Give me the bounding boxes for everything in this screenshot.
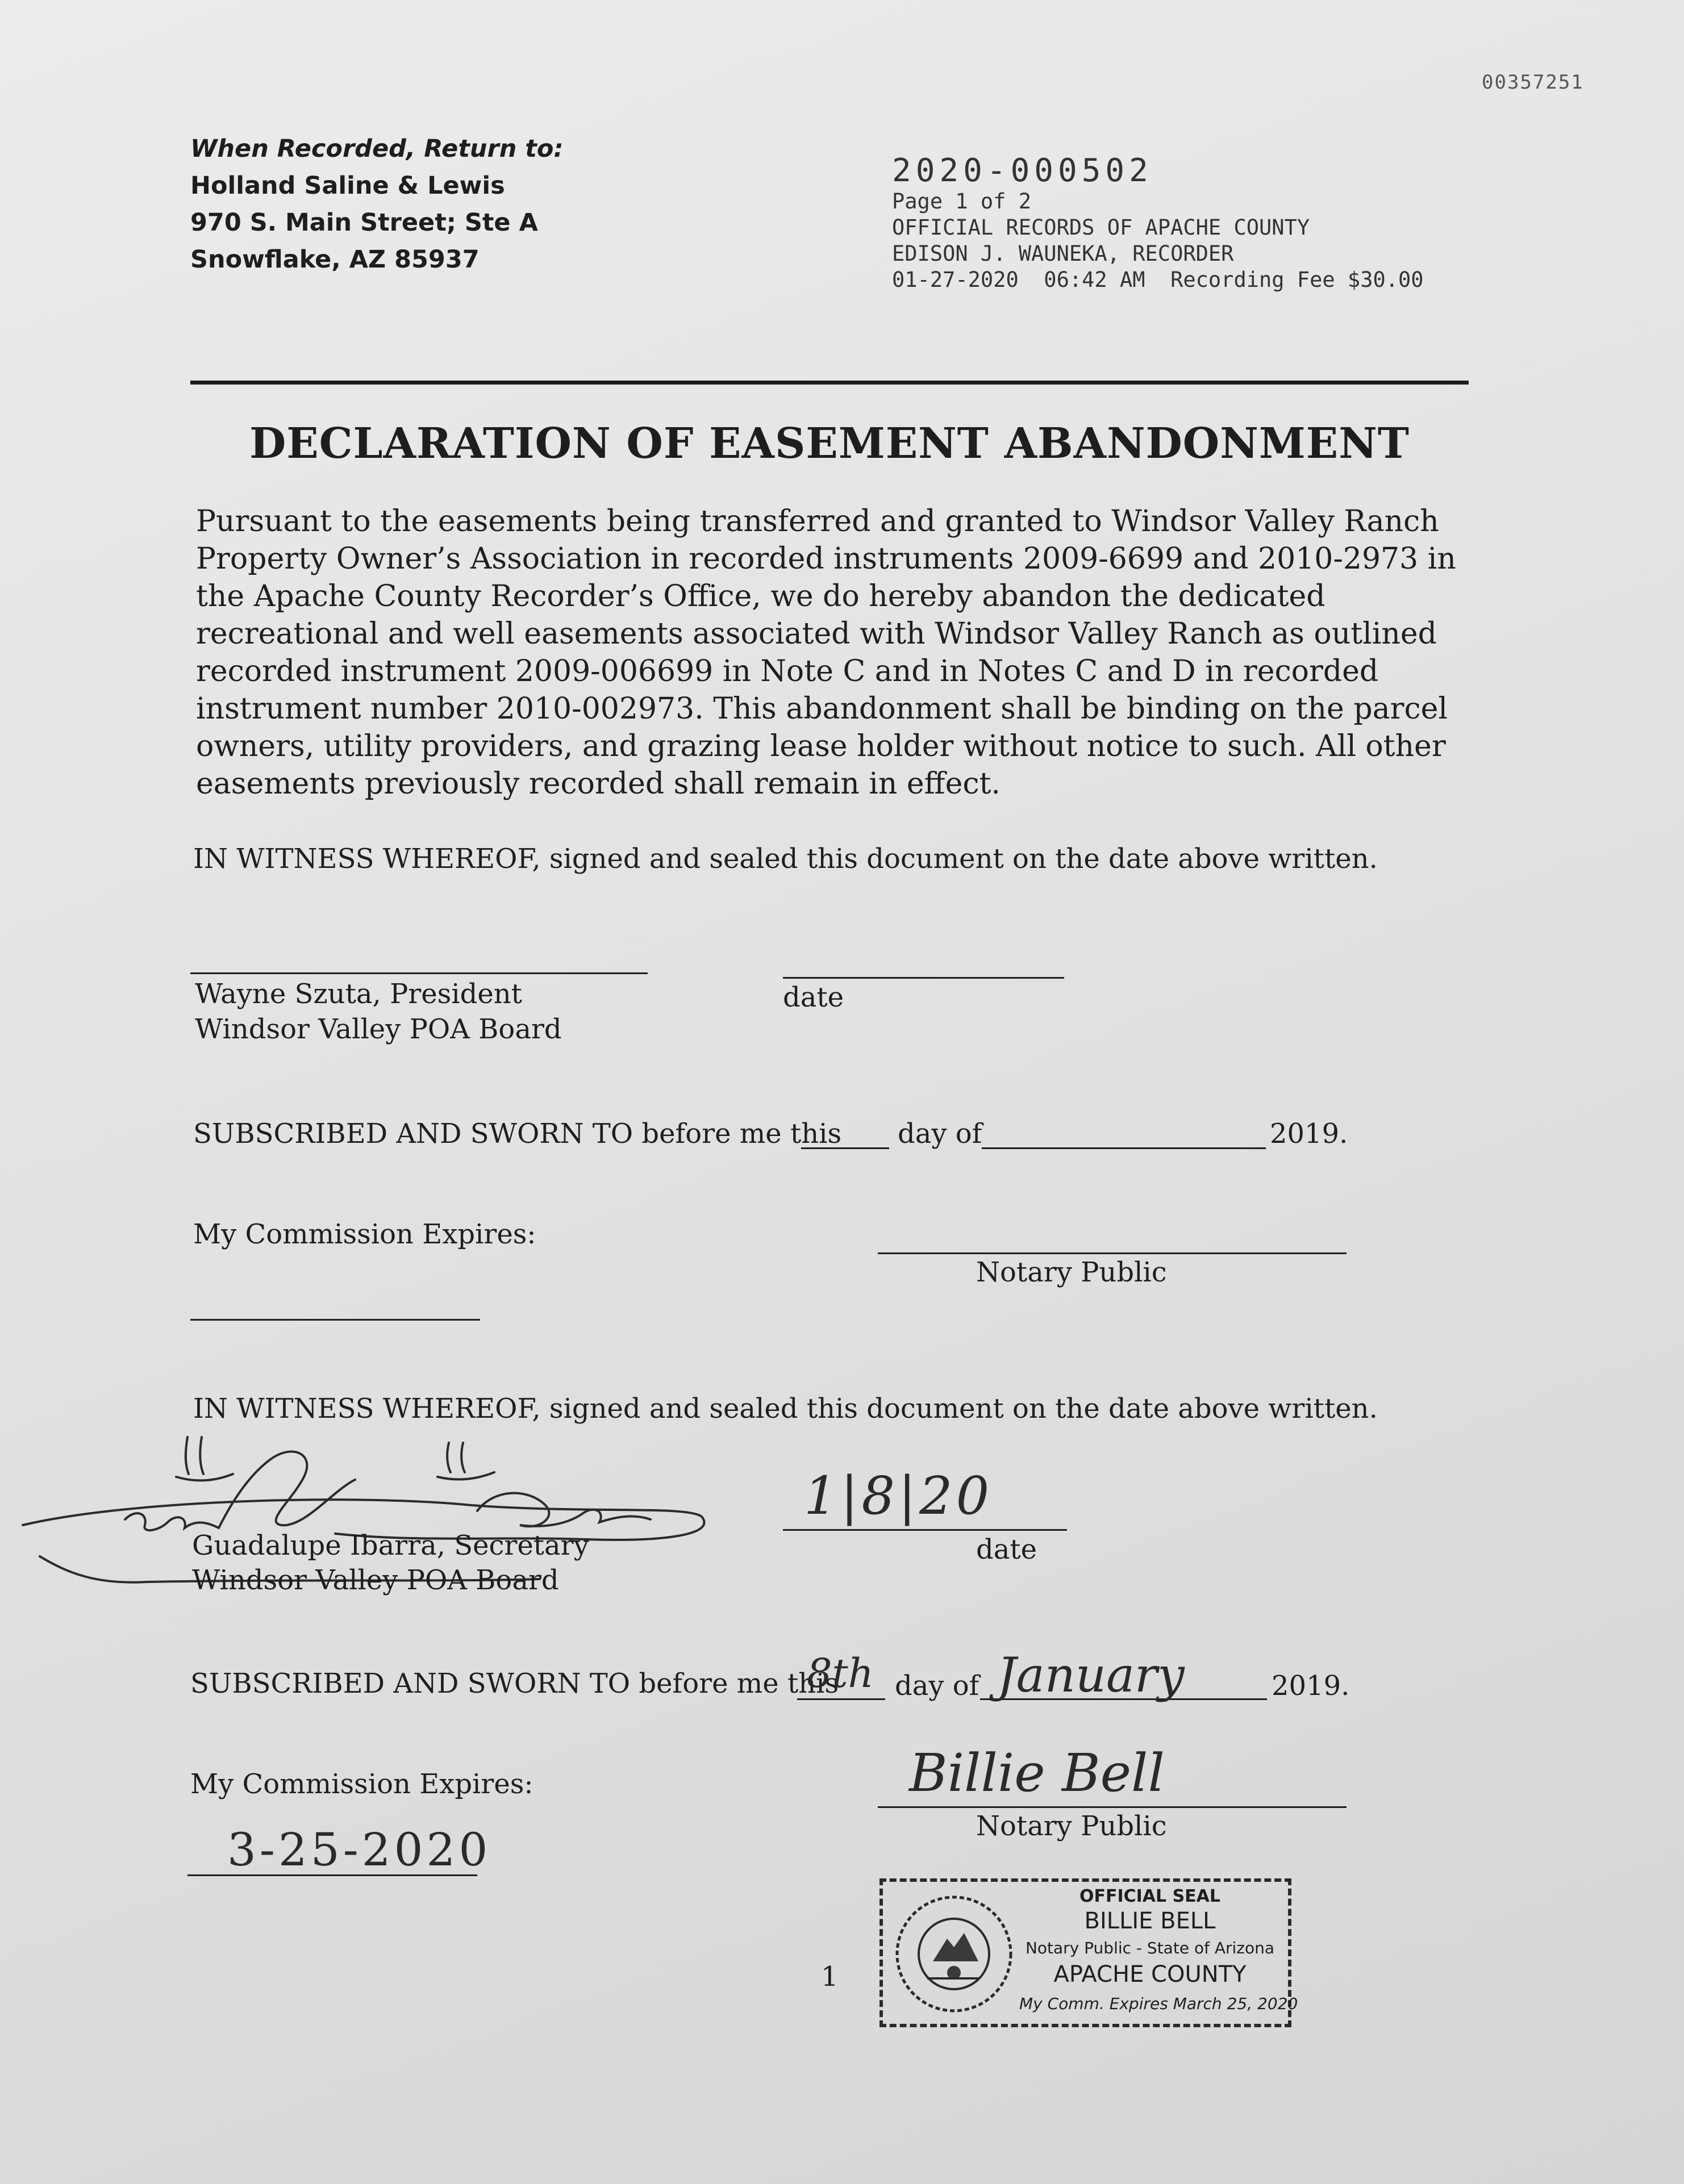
sworn-prefix-2: SUBSCRIBED AND SWORN TO before me this [190, 1668, 839, 1699]
return-address-block [190, 131, 564, 278]
secretary-name: Guadalupe Ibarra, Secretary [192, 1530, 589, 1561]
president-org: Windsor Valley POA Board [195, 1013, 562, 1045]
commission-date-line-1[interactable] [190, 1319, 480, 1321]
sworn-prefix-1: SUBSCRIBED AND SWORN TO before me this [193, 1118, 842, 1150]
return-to-label: When Recorded, Return to: [190, 135, 564, 163]
recording-number: 2020-000502 [892, 152, 1153, 189]
recording-office: OFFICIAL RECORDS OF APACHE COUNTY [892, 215, 1310, 240]
date-label-2: date [976, 1534, 1037, 1565]
sworn-day-of-1: day of [898, 1118, 982, 1150]
date-label-1: date [783, 982, 844, 1013]
notary-seal [879, 1878, 1298, 2027]
seal-name: BILLIE BELL [1084, 1908, 1216, 1934]
secretary-org: Windsor Valley POA Board [192, 1564, 559, 1596]
page-number: 1 [821, 1961, 839, 1993]
sworn-day-2: 8th [807, 1650, 874, 1697]
document-number: 00357251 [1482, 71, 1584, 94]
arizona-state-seal-icon [893, 1893, 1015, 2015]
sworn-month-line-1[interactable] [982, 1147, 1266, 1149]
document-title: DECLARATION OF EASEMENT ABANDONMENT [249, 419, 1410, 468]
seal-notary-line: Notary Public - State of Arizona [1025, 1939, 1275, 1957]
notary-signature-line-1[interactable] [878, 1252, 1347, 1254]
notary-label-1: Notary Public [976, 1256, 1167, 1288]
return-to-name: Holland Saline & Lewis [190, 172, 505, 200]
declaration-body: Pursuant to the easements being transferred and granted to Windsor Valley Ranch Property Owner’s Association in recorded instruments 2009-6699 and 2010-2973 in the Apache County Recorder’s Office, we do hereby abandon the dedicated recreational and well easements associated with Windsor Valley Ranch as outlined recorded instrument 2009-006699 in Note C and in Notes C and D in recorded instrument number 2010-002973. This abandonment shall be binding on the parcel owners, utility providers, and grazing lease holder without notice to such. All other easements previously recorded shall remain in effect. [196, 504, 1456, 801]
recording-stamp [892, 153, 1424, 293]
recording-page: Page 1 of 2 [892, 189, 1032, 214]
president-name: Wayne Szuta, President [195, 978, 522, 1010]
header-divider [190, 381, 1469, 385]
date-line-secretary[interactable] [783, 1529, 1067, 1531]
notary-signature-2: Billie Bell [909, 1743, 1165, 1803]
commission-label-2: My Commission Expires: [190, 1768, 533, 1800]
seal-county: APACHE COUNTY [1053, 1961, 1247, 1987]
sworn-year-2: 2019. [1272, 1670, 1350, 1702]
sworn-day-line-1[interactable] [801, 1147, 889, 1149]
return-to-city: Snowflake, AZ 85937 [190, 245, 480, 274]
sworn-day-line-2[interactable] [797, 1698, 885, 1700]
sworn-day-of-2: day of [895, 1670, 979, 1702]
seal-heading: OFFICIAL SEAL [1079, 1886, 1221, 1906]
sworn-month-2: January [997, 1647, 1185, 1703]
secretary-signed-date: 1|8|20 [804, 1465, 993, 1526]
witness-statement-2: IN WITNESS WHEREOF, signed and sealed this document on the date above written. [193, 1393, 1378, 1425]
signature-line-president[interactable] [190, 972, 648, 974]
sworn-year-1: 2019. [1270, 1118, 1348, 1150]
commission-label-1: My Commission Expires: [193, 1218, 536, 1250]
witness-statement-1: IN WITNESS WHEREOF, signed and sealed this document on the date above written. [193, 843, 1378, 875]
date-line-president[interactable] [783, 977, 1064, 979]
notary-label-2: Notary Public [976, 1810, 1167, 1842]
recording-date-fee: 01-27-2020 06:42 AM Recording Fee $30.00 [892, 268, 1424, 292]
seal-expires: My Comm. Expires March 25, 2020 [1019, 1994, 1298, 2013]
commission-date-2: 3-25-2020 [227, 1823, 491, 1876]
return-to-street: 970 S. Main Street; Ste A [190, 208, 538, 237]
notary-signature-line-2[interactable] [878, 1806, 1347, 1808]
commission-date-line-2[interactable] [187, 1874, 477, 1876]
recording-recorder: EDISON J. WAUNEKA, RECORDER [892, 241, 1234, 266]
